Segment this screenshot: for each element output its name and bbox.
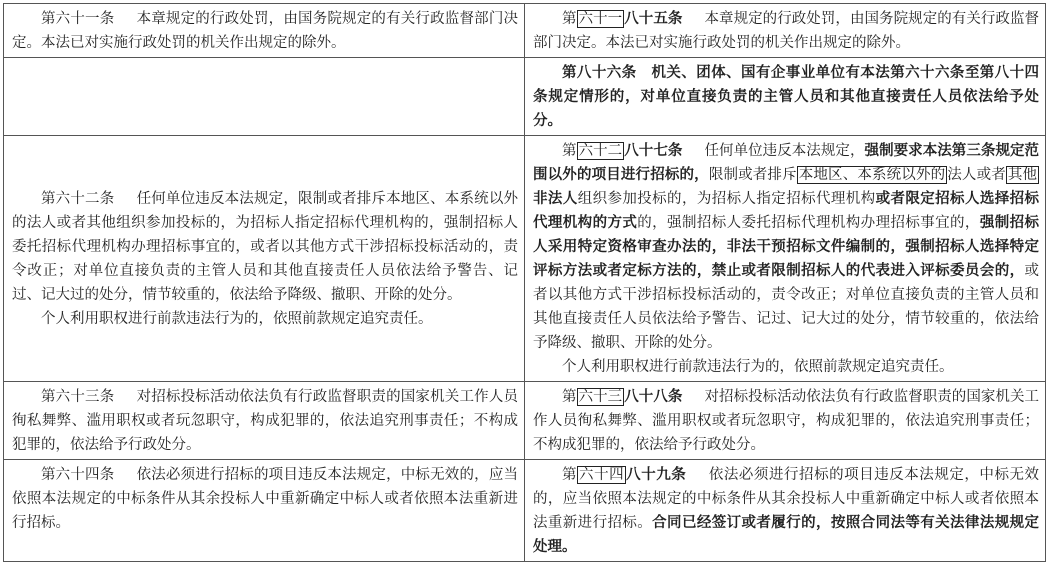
article-number: 第六十二条 bbox=[41, 191, 115, 207]
old-article-61 bbox=[4, 4, 525, 58]
old-article-number-box: 六十三 bbox=[578, 389, 623, 405]
article-text: 本章规定的行政处罚，由国务院规定的有关行政监督部门决定。本法已对实施行政处罚的机关作出规定的除外。 bbox=[12, 11, 519, 51]
text-segment: 限制或者排斥 bbox=[708, 167, 797, 183]
old-article-number-box: 六十二 bbox=[578, 143, 623, 159]
article-text: 依法必须进行招标的项目违反本法规定，中标无效的，应当依照本法规定的中标条件从其余投标人中重新确定中标人或者依照本法重新进行招标。 bbox=[533, 467, 1040, 531]
new-article-88: 第 六十三 八十八条 对招标投标活动依法负有行政监督职责的国家机关工作人员徇私舞弊、滥用职权或者玩忽职守，构成犯罪的，依法追究刑事责任；不构成犯罪的，依法给予行政处分。 bbox=[525, 382, 1046, 460]
added-text: 或者限定招标人选择招标代理机构的方式 bbox=[533, 190, 1040, 231]
article-text: 对招标投标活动依法负有行政监督职责的国家机关工作人员徇私舞弊、滥用职权或者玩忽职守，构成犯罪的，依法追究刑事责任；不构成犯罪的，依法给予行政处分。 bbox=[533, 389, 1040, 453]
law-comparison-table bbox=[3, 3, 1046, 562]
article-text-2: 个人利用职权进行前款违法行为的，依照前款规定追究责任。 bbox=[562, 359, 954, 375]
old-article-number-box: 六十一 bbox=[578, 11, 623, 27]
article-number: 第六十四条 bbox=[41, 467, 115, 483]
added-text: 强制要求本法第三条规定范围以外的项目进行招标的， bbox=[533, 142, 1040, 183]
article-text: 第八十六条 机关、团体、国有企事业单位有本法第六十六条至第八十四条规定情形的，对单位直接负责的主管人员和其他直接责任人员依法给予处分。 bbox=[533, 64, 1039, 129]
new-article-89: 第 六十四 八十九条 依法必须进行招标的项目违反本法规定，中标无效的，应当依照本法规定的中标条件从其余投标人中重新确定中标人或者依照本法重新进行招标。合同已经签订或者履行的，按照合同法等有关法律法规规定处理。 bbox=[525, 460, 1046, 562]
article-number: 第六十三条 bbox=[41, 389, 115, 405]
table-row bbox=[4, 58, 1046, 136]
new-article-number: 八十九条 bbox=[626, 466, 687, 483]
text-segment: 任何单位违反本法规定， bbox=[704, 143, 865, 159]
new-article-87: 第 六十二 八十七条 任何单位违反本法规定，强制要求本法第三条规定范围以外的项目进行招标的，限制或者排斥 本地区、本系统以外的 法人或者 其他非法人组织参加投标的，为招标人指定招标代理机构或者限定招标人选择招标代理机构的方式的，强制招标人委托招标代理机构办理招标事宜的，强制招标人采用特定资格审查办法的，非法干预招标文件编制的，强制招标人选择特定评标方法或者定标方法的，禁止或者限制招标人的代表进入评标委员会的，或者以其他方式干涉招标投标活动的，责令改正；对单位直接负责的主管人员和其他直接责任人员依法给予警告、记过、记大过的处分，情节较重的，依法给予降级、撤职、开除的处分。 个人利用职权进行前款违法行为的，依照前款规定追究责任。 bbox=[525, 136, 1046, 382]
article-text: 任何单位违反本法规定，限制或者排斥本地区、本系统以外的法人或者其他组织参加投标的，为招标人指定招标代理机构的，强制招标人委托招标代理机构办理招标事宜的，或者以其他方式干涉招标投标活动的，责令改正；对单位直接负责的主管人员和其他直接责任人员依法给予警告、记过、记大过的处分，情节较重的，依法给予降级、撤职、开除的处分。 bbox=[12, 191, 519, 303]
article-text: 依法必须进行招标的项目违反本法规定，中标无效的，应当依照本法规定的中标条件从其余投标人中重新确定中标人或者依照本法重新进行招标。 bbox=[12, 467, 519, 531]
old-article-62 bbox=[4, 136, 525, 382]
new-article-86 bbox=[525, 58, 1046, 136]
added-text: 强制招标人采用特定资格审查办法的，非法干预招标文件编制的，强制招标人选择特定评标方法或者定标方法的，禁止或者限制招标人的代表进入评标委员会的， bbox=[533, 214, 1040, 279]
new-article-85: 第 六十一 八十五条 本章规定的行政处罚，由国务院规定的有关行政监督部门决定。本法已对实施行政处罚的机关作出规定的除外。 bbox=[525, 4, 1046, 58]
text-segment: 法人或者 bbox=[947, 167, 1006, 183]
text-segment: 组织参加投标的，为招标人指定招标代理机构 bbox=[577, 191, 876, 207]
new-article-number: 八十七条 bbox=[624, 142, 683, 159]
added-text: 合同已经签订或者履行的，按照合同法等有关法律法规规定处理。 bbox=[533, 514, 1040, 555]
old-article-number-box: 六十四 bbox=[579, 467, 625, 483]
article-text-2: 个人利用职权进行前款违法行为的，依照前款规定追究责任。 bbox=[41, 311, 433, 327]
text-segment: 的，强制招标人委托招标代理机构办理招标事宜的， bbox=[637, 215, 980, 231]
table-row bbox=[4, 4, 1046, 58]
new-article-number: 八十五条 bbox=[624, 10, 683, 27]
table-row bbox=[4, 382, 1046, 460]
new-article-number: 八十八条 bbox=[624, 388, 683, 405]
old-article-63 bbox=[4, 382, 525, 460]
article-text: 对招标投标活动依法负有行政监督职责的国家机关工作人员徇私舞弊、滥用职权或者玩忽职守，构成犯罪的，依法追究刑事责任；不构成犯罪的，依法给予行政处分。 bbox=[12, 389, 519, 453]
article-number: 第六十一条 bbox=[41, 11, 115, 27]
added-text: 非法人 bbox=[533, 190, 578, 207]
marked-text-box: 本地区、本系统以外的 bbox=[798, 167, 946, 183]
article-text: 本章规定的行政处罚，由国务院规定的有关行政监督部门决定。本法已对实施行政处罚的机关作出规定的除外。 bbox=[533, 11, 1040, 51]
old-article-empty bbox=[4, 58, 525, 136]
text-segment: 或者以其他方式干涉招标投标活动的，责令改正；对单位直接负责的主管人员和其他直接责任人员依法给予警告、记过、记大过的处分，情节较重的，依法给予降级、撤职、开除的处分。 bbox=[533, 263, 1039, 351]
table-row bbox=[4, 136, 1046, 382]
table-row bbox=[4, 460, 1046, 562]
old-article-64 bbox=[4, 460, 525, 562]
marked-text-box: 其他 bbox=[1007, 167, 1038, 183]
